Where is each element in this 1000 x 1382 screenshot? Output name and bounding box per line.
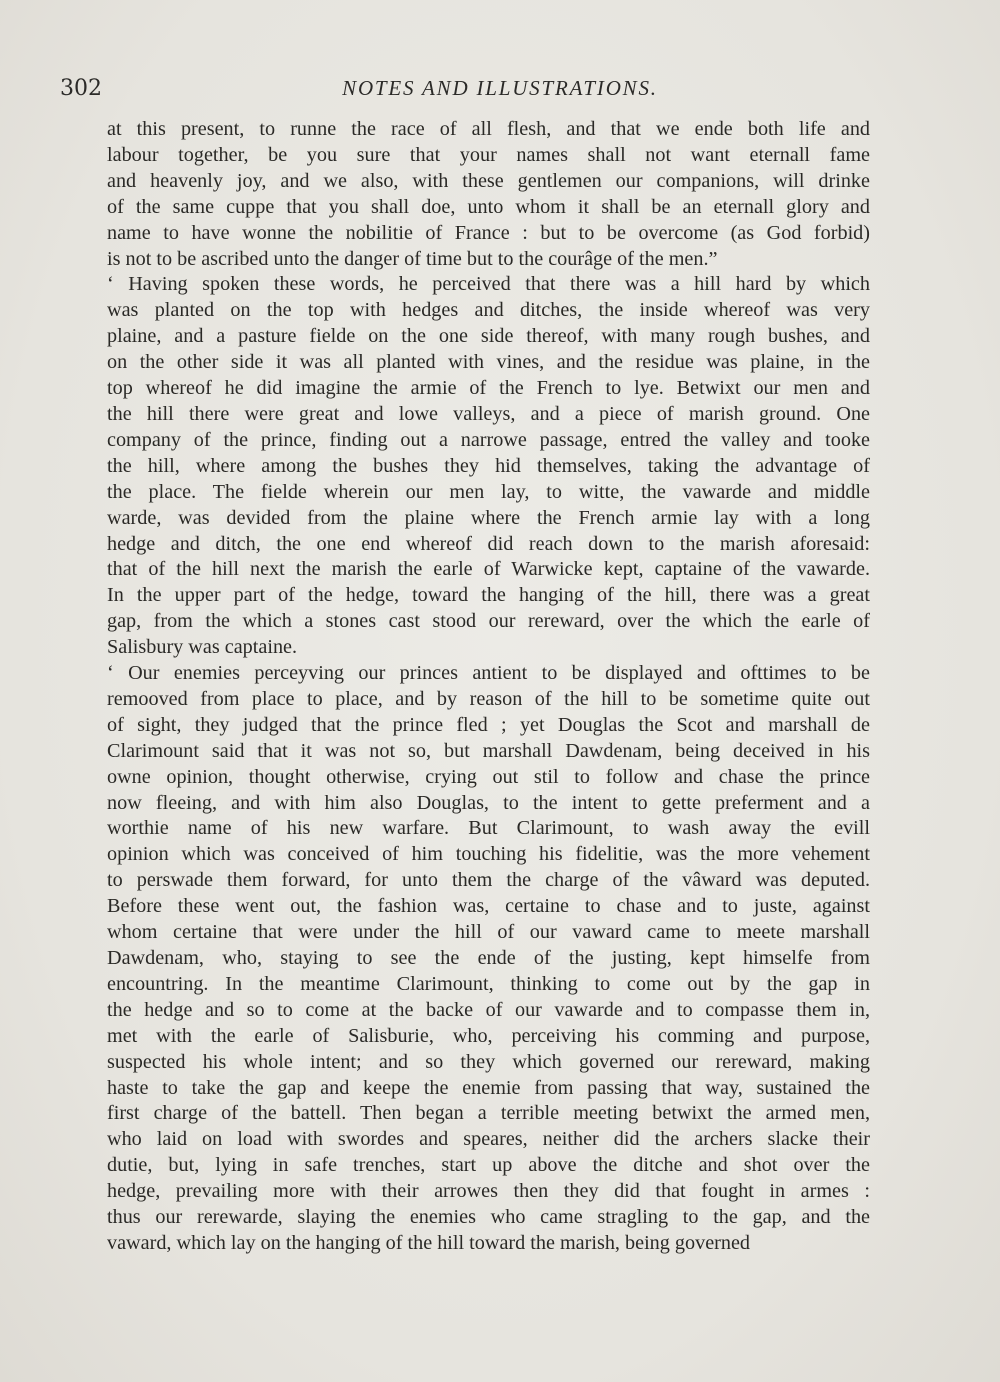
text-line: Before these went out, the fashion was, certaine to chase and to juste, against (107, 895, 870, 918)
text-line: thus our rerewarde, slaying the enemies who came stragling to the gap, and the (107, 1206, 870, 1229)
text-line: owne opinion, thought otherwise, crying out stil to follow and chase the prince (107, 765, 870, 788)
text-line: that of the hill next the marish the earle of Warwicke kept, captaine of the vawarde. (107, 558, 870, 581)
page-header (60, 72, 940, 108)
text-line: first charge of the battell. Then began a terrible meeting betwixt the armed men, (107, 1102, 870, 1125)
text-line: who laid on load with swordes and speares, neither did the archers slacke their (107, 1128, 870, 1151)
text-line: ‘ Our enemies perceyving our princes antient to be displayed and ofttimes to be (107, 662, 870, 685)
text-line: remooved from place to place, and by reason of the hill to be sometime quite out (107, 687, 870, 710)
text-line: plaine, and a pasture fielde on the one side thereof, with many rough bushes, and (107, 325, 870, 348)
page-number: 302 (60, 76, 102, 101)
text-line: labour together, be you sure that your names shall not want eternall fame (107, 143, 870, 166)
text-line: haste to take the gap and keepe the enemie from passing that way, sustained the (107, 1076, 870, 1099)
text-line: gap, from the which a stones cast stood our rereward, over the which the earle of (107, 610, 870, 633)
text-line: at this present, to runne the race of all flesh, and that we ende both life and (107, 118, 870, 140)
text-line: the hedge and so to come at the backe of our vawarde and to compasse them in, (107, 998, 870, 1021)
text-line: suspected his whole intent; and so they which governed our rereward, making (107, 1050, 870, 1073)
text-line: hedge, prevailing more with their arrowes then they did that fought in armes : (107, 1180, 870, 1203)
text-line: dutie, but, lying in safe trenches, start up above the ditche and shot over the (107, 1154, 870, 1177)
running-title: NOTES AND ILLUSTRATIONS. (342, 76, 658, 100)
text-line: opinion which was conceived of him touching his fidelitie, was the more vehement (107, 843, 870, 866)
text-line: and heavenly joy, and we also, with these gentlemen our companions, will drinke (107, 169, 870, 192)
text-line: was planted on the top with hedges and ditches, the inside whereof was very (107, 299, 870, 322)
body-text (107, 117, 870, 1257)
text-line: on the other side it was all planted with vines, and the residue was plaine, in the (107, 351, 870, 374)
text-line: company of the prince, finding out a narrowe passage, entred the valley and tooke (107, 428, 870, 451)
text-line: warde, was devided from the plaine where the French armie lay with a long (107, 506, 870, 529)
text-line: is not to be ascribed unto the danger of time but to the courâge of the men.” (107, 247, 718, 270)
text-line: whom certaine that were under the hill of our vaward came to meete marshall (107, 921, 870, 944)
text-line: to perswade them forward, for unto them the charge of the vâward was deputed. (107, 869, 870, 892)
text-line: vaward, which lay on the hanging of the hill toward the marish, being governed (107, 1231, 751, 1254)
text-line: Clarimount said that it was not so, but marshall Dawdenam, being deceived in his (107, 739, 870, 762)
text-line: Dawdenam, who, staying to see the ende of the justing, kept himselfe from (107, 947, 870, 969)
text-line: In the upper part of the hedge, toward the hanging of the hill, there was a great (107, 584, 870, 607)
text-line: encountring. In the meantime Clarimount, thinking to come out by the gap in (107, 972, 870, 995)
text-line: ‘ Having spoken these words, he perceived that there was a hill hard by which (107, 273, 870, 296)
text-line: Salisbury was captaine. (107, 636, 298, 659)
text-line: of the same cuppe that you shall doe, unto whom it shall be an eternall glory and (107, 195, 870, 218)
text-line: of sight, they judged that the prince fled ; yet Douglas the Scot and marshall de (107, 713, 870, 736)
text-line: hedge and ditch, the one end whereof did reach down to the marish aforesaid: (107, 532, 870, 555)
text-line: the place. The fielde wherein our men lay, to witte, the vawarde and middle (107, 480, 870, 503)
text-line: worthie name of his new warfare. But Clarimount, to wash away the evill (107, 817, 870, 840)
text-line: met with the earle of Salisburie, who, perceiving his comming and purpose, (107, 1024, 870, 1047)
text-line: the hill there were great and lowe valleys, and a piece of marish ground. One (107, 402, 870, 425)
text-line: name to have wonne the nobilitie of France : but to be overcome (as God forbid) (107, 221, 870, 244)
text-line: top whereof he did imagine the armie of the French to lye. Betwixt our men and (107, 377, 870, 400)
text-line: now fleeing, and with him also Douglas, to the intent to gette preferment and a (107, 791, 870, 814)
text-line: the hill, where among the bushes they hid themselves, taking the advantage of (107, 454, 870, 477)
